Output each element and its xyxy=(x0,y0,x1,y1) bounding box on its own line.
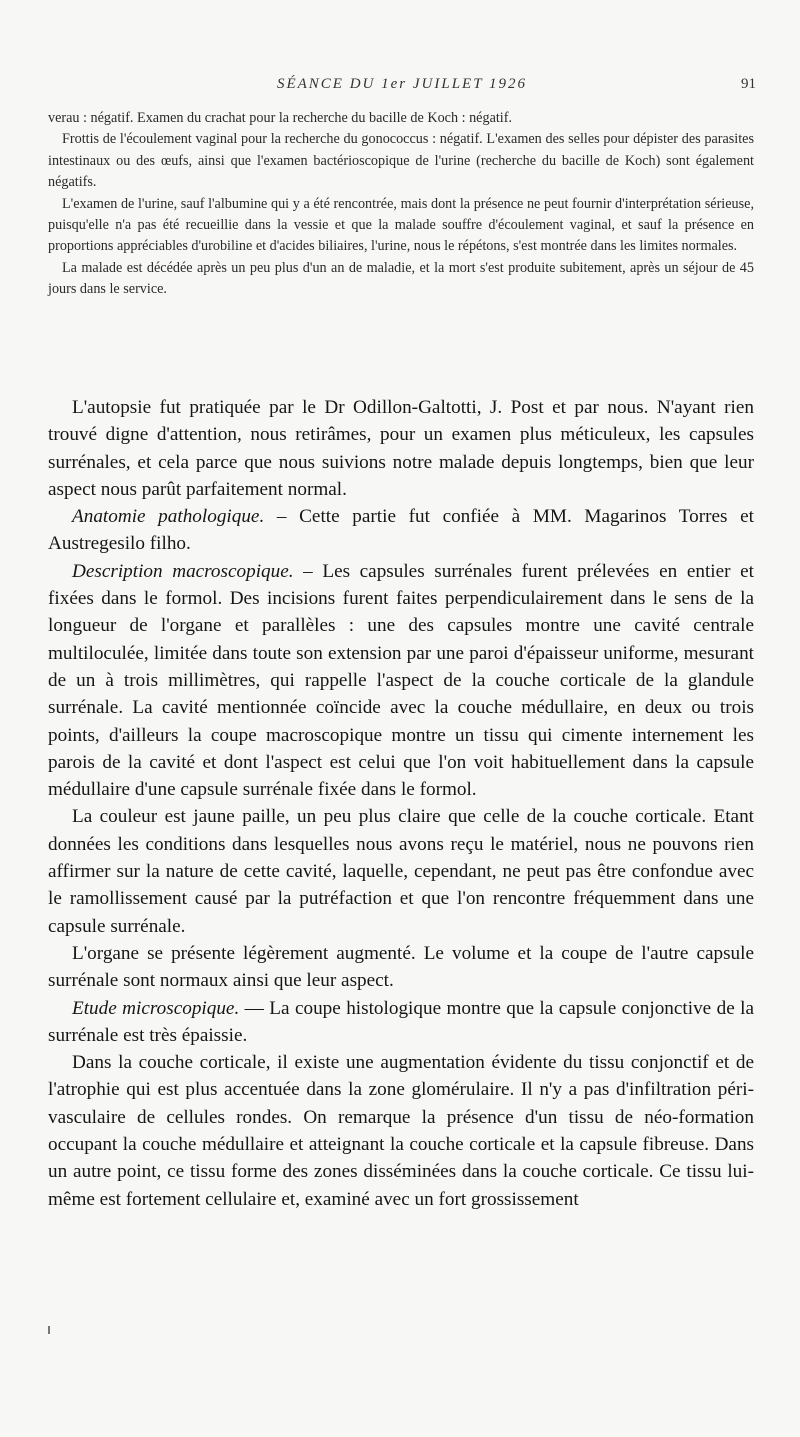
paragraph-couleur: La couleur est jaune paille, un peu plus claire que celle de la couche corticale. Etant données les conditions dans lesquelles nous avons reçu le matériel, nous ne pouvons rien affirmer sur la nature de cette cavité, laquelle, cependant, ne peut pas être confondue avec le ramollissement causé par la putréfaction et que l'on rencontre fréquemment dans une capsule surrénale. xyxy=(48,806,754,937)
paragraph-corticale: Dans la couche corticale, il existe une augmentation évidente du tissu conjonctif et de l'atrophie qui est plus accentuée dans la zone glomérulaire. Il n'y a pas d'infiltration péri-vasculaire de cellules rondes. On remarque la présence d'un tissu de néo-formation occupant la couche médullaire et atteignant la couche corticale et la capsule fibreuse. Dans un autre point, ce tissu forme des zones disséminées dans la couche corticale. Ce tissu lui-même est fortement cellulaire et, examiné avec un fort grossissement xyxy=(48,1052,754,1210)
paragraph-text: — La coupe histologique montre que la capsule conjonctive de la surrénale est très épaissie. xyxy=(48,997,755,1046)
running-title: SÉANCE DU 1er JUILLET 1926 xyxy=(276,76,528,92)
page-header xyxy=(48,76,756,100)
clinical-notes xyxy=(48,108,754,301)
section-heading: Etude microscopique. xyxy=(72,997,240,1019)
paragraph-small: Frottis de l'écoulement vaginal pour la recherche du gonococcus : négatif. L'examen des selles pour dépister des parasites intestinaux ou des œufs, ainsi que l'examen bactérioscopique de l'urine (recherche du bacille de Koch) sont également négatifs. xyxy=(48,131,754,191)
paragraph-anatomie xyxy=(48,503,754,558)
paragraph-description xyxy=(48,558,754,804)
margin-mark xyxy=(48,1326,50,1334)
paragraph-organe: L'organe se présente légèrement augmenté. Le volume et la coupe de l'autre capsule surrénale sont normaux ainsi que leur aspect. xyxy=(48,942,754,992)
paragraph-small: L'examen de l'urine, sauf l'albumine qui y a été rencontrée, mais dont la présence ne peut fournir d'interprétation sérieuse, puisqu'elle n'a pas été recueillie dans la vessie et que la malade souffre d'écoulement vaginal, et sauf la présence en proportions appréciables d'urobiline et d'acides biliaires, l'urine, nous le répétons, s'est montrée dans les limites normales. xyxy=(48,195,754,255)
page-number: 91 xyxy=(741,76,756,92)
paragraph-text: – Les capsules surrénales furent prélevées en entier et fixées dans le formol. Des incisions furent faites perpendiculairement dans le sens de la longueur de l'organe et parallèles : une des capsules montre une cavité centrale multiloculée, limitée dans toute son extension par une paroi d'épaisseur uniforme, mesurant de un à trois millimètres, qui rappelle l'aspect de la couche corticale de la glandule surrénale. La cavité mentionnée coïncide avec la couche médullaire, en deux ou trois points, d'ailleurs la coupe macroscopique montre un tissu qui cimente internement les parois de la cavité et dont l'aspect est celui que l'on voit habituellement dans la capsule médullaire d'une capsule surrénale fixée dans le formol. xyxy=(48,560,754,801)
main-body xyxy=(48,394,754,1213)
paragraph-autopsy: L'autopsie fut pratiquée par le Dr Odillon-Galtotti, J. Post et par nous. N'ayant rien trouvé digne d'attention, nous retirâmes, pour un examen plus méticuleux, les capsules surrénales, et cela parce que nous suivions notre malade depuis longtemps, bien que leur aspect nous parût parfaitement normal. xyxy=(48,397,754,500)
paragraph-text: – Cette partie fut confiée à MM. Magarinos Torres et Austregesilo filho. xyxy=(48,506,754,555)
paragraph-small: verau : négatif. Examen du crachat pour la recherche du bacille de Koch : négatif. xyxy=(48,110,513,126)
paragraph-small: La malade est décédée après un peu plus d'un an de maladie, et la mort s'est produite subitement, après un séjour de 45 jours dans le service. xyxy=(48,259,754,298)
section-heading: Description macroscopique. xyxy=(72,560,294,582)
section-heading: Anatomie pathologique. xyxy=(72,506,265,528)
paragraph-etude xyxy=(48,995,754,1050)
